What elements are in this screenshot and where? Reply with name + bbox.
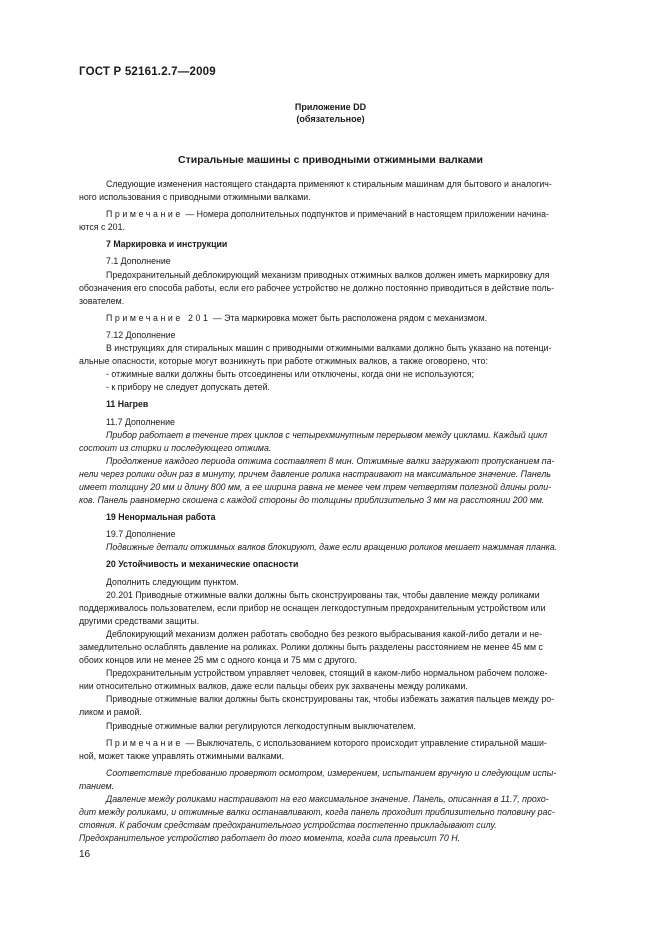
clause-7-1-line-3: зователем. xyxy=(79,295,125,306)
document-id: ГОСТ Р 52161.2.7—2009 xyxy=(79,66,216,78)
clause-20-p4-line-2: ликом и рамой. xyxy=(79,707,142,718)
note-201-text: — Эта маркировка может быть расположена рядом с механизмом. xyxy=(210,312,488,323)
list-item-2: - к прибору не следует допускать детей. xyxy=(106,382,270,393)
clause-11-7-line-2: состоит из стирки и последующего отжима. xyxy=(79,442,272,453)
clause-7-12-line-2: альные опасности, которые могут возникнуть при работе отжимных валков, а также оговорено, что: xyxy=(79,356,488,367)
clause-11-7-line-1: Прибор работает в течение трех циклов с четырехминутным перерывом между циклами. Каждый цикл xyxy=(106,429,548,440)
clause-20-p2-line-1: Деблокирующий механизм должен работать свободно без резкого выбрасывания какой-либо детали и не- xyxy=(106,628,543,639)
note-2-cont: ной, может также управлять отжимными валками. xyxy=(79,750,285,761)
note-2 xyxy=(79,737,611,750)
clause-20-p3-line-2: нии относительно отжимных валков, даже если пальцы обеих рук захвачены между роликами. xyxy=(79,681,468,692)
note-2-label: Примечание xyxy=(106,737,183,748)
note-2-text: — Выключатель, с использованием которого происходит управление стиральной маши- xyxy=(182,737,547,748)
clause-7-1-line-1: Предохранительный деблокирующий механизм приводных отжимных валков должен иметь маркировку для xyxy=(106,269,550,280)
note-1-label: Примечание xyxy=(106,209,183,220)
section-19-heading: 19 Ненормальная работа xyxy=(106,512,216,523)
clause-11-7-line-3: Продолжение каждого периода отжима составляет 8 мин. Отжимные валки загружают пропусканием па- xyxy=(106,455,555,466)
clause-19-7-line-1: Подвижные детали отжимных валков блокируют, даже если вращению роликов мешает нажимная планка. xyxy=(106,542,558,553)
clause-20-add: Дополнить следующим пунктом. xyxy=(106,576,239,587)
main-title: Стиральные машины с приводными отжимными валками xyxy=(178,154,483,166)
note-201 xyxy=(79,312,611,325)
appendix-status: (обязательное) xyxy=(296,114,365,124)
appendix-title: Приложение DD xyxy=(294,102,367,112)
clause-7-12: 7.12 Дополнение xyxy=(106,329,176,340)
note-1-cont: ются с 201. xyxy=(79,222,125,233)
intro-line-1: Следующие изменения настоящего стандарта применяют к стиральным машинам для бытового и аналогич- xyxy=(106,179,552,189)
clause-20-p2-line-2: замедлительно ослаблять давление на роликах. Ролики должны быть разделены расстоянием не менее 45 мм с xyxy=(79,642,543,652)
check-line-3: Давление между роликами настраивают на его максимальное значение. Панель, описанная в 11.7, прохо- xyxy=(106,794,549,805)
check-line-1: Соответствие требованию проверяют осмотром, измерением, испытанием вручную и следующим испы- xyxy=(106,767,557,778)
section-20-heading: 20 Устойчивость и механические опасности xyxy=(106,559,299,570)
note-201-label: Примечание 201 xyxy=(106,312,211,323)
clause-11-7-line-4: нели через ролики один раз в минуту, причем давление ролика настраивают на максимальное значение. Панель xyxy=(79,468,551,479)
clause-20-201-line-2: поддерживалось пользователем, если прибор не оснащен легкодоступным предохранительным устройством или xyxy=(79,602,546,613)
clause-7-1-line-2: обозначения его способа работы, если его рабочее устройство не должно постоянно приводиться в действие поль- xyxy=(79,282,555,293)
body-text xyxy=(79,178,611,845)
clause-11-7-line-6: ков. Панель равномерно скошена с каждой стороны до толщины приблизительно 3 мм на расстоянии 200 мм. xyxy=(79,495,545,506)
check-line-4: дит между роликами, и отжимные валки останавливают, когда панель проходит приблизительно половину рас- xyxy=(79,807,555,818)
section-7-heading: 7 Маркировка и инструкции xyxy=(106,239,228,250)
check-line-2: танием. xyxy=(79,780,115,791)
note-1-text: — Номера дополнительных подпунктов и примечаний в настоящем приложении начина- xyxy=(182,209,549,220)
clause-19-7: 19.7 Дополнение xyxy=(106,529,176,540)
clause-20-p5: Приводные отжимные валки регулируются легкодоступным выключателем. xyxy=(106,720,416,731)
clause-7-1: 7.1 Дополнение xyxy=(106,256,171,267)
clause-20-p3-line-1: Предохранительным устройством управляет человек, стоящий в каком-либо нормальном рабочем положе- xyxy=(106,668,548,679)
clause-11-7: 11.7 Дополнение xyxy=(106,416,175,427)
clause-20-p4-line-1: Приводные отжимные валки должны быть сконструированы так, чтобы избежать зажатия пальцев между ро- xyxy=(106,694,555,705)
clause-11-7-line-5: имеет толщину 20 мм и длину 800 мм, а ее ширина равна не менее чем трем четвертям полезной длины роли- xyxy=(79,481,552,492)
clause-20-p2-line-3: обоих концов или не менее 25 мм с одного конца и 75 мм с другого. xyxy=(79,655,358,666)
list-item-1: - отжимные валки должны быть отсоединены или отключены, когда они не используются; xyxy=(106,369,474,380)
page-number: 16 xyxy=(79,849,91,860)
clause-7-12-line-1: В инструкциях для стиральных машин с приводными отжимными валками должно быть указано на потенци- xyxy=(106,343,552,354)
intro-line-2: ного использования с приводными отжимными валками. xyxy=(79,192,311,203)
clause-20-201-line-1: 20.201 Приводные отжимные валки должны быть сконструированы так, чтобы давление между роликами xyxy=(106,589,540,600)
section-11-heading: 11 Нагрев xyxy=(106,399,149,410)
clause-20-201-line-3: другими средствами защиты. xyxy=(79,615,200,626)
note-1 xyxy=(79,208,611,221)
check-line-6: Предохранительное устройство работает до того момента, когда сила превысит 70 Н. xyxy=(79,833,461,844)
check-line-5: стояния. К рабочим средствам предохранительного устройства постепенно прикладывают силу. xyxy=(79,820,497,831)
